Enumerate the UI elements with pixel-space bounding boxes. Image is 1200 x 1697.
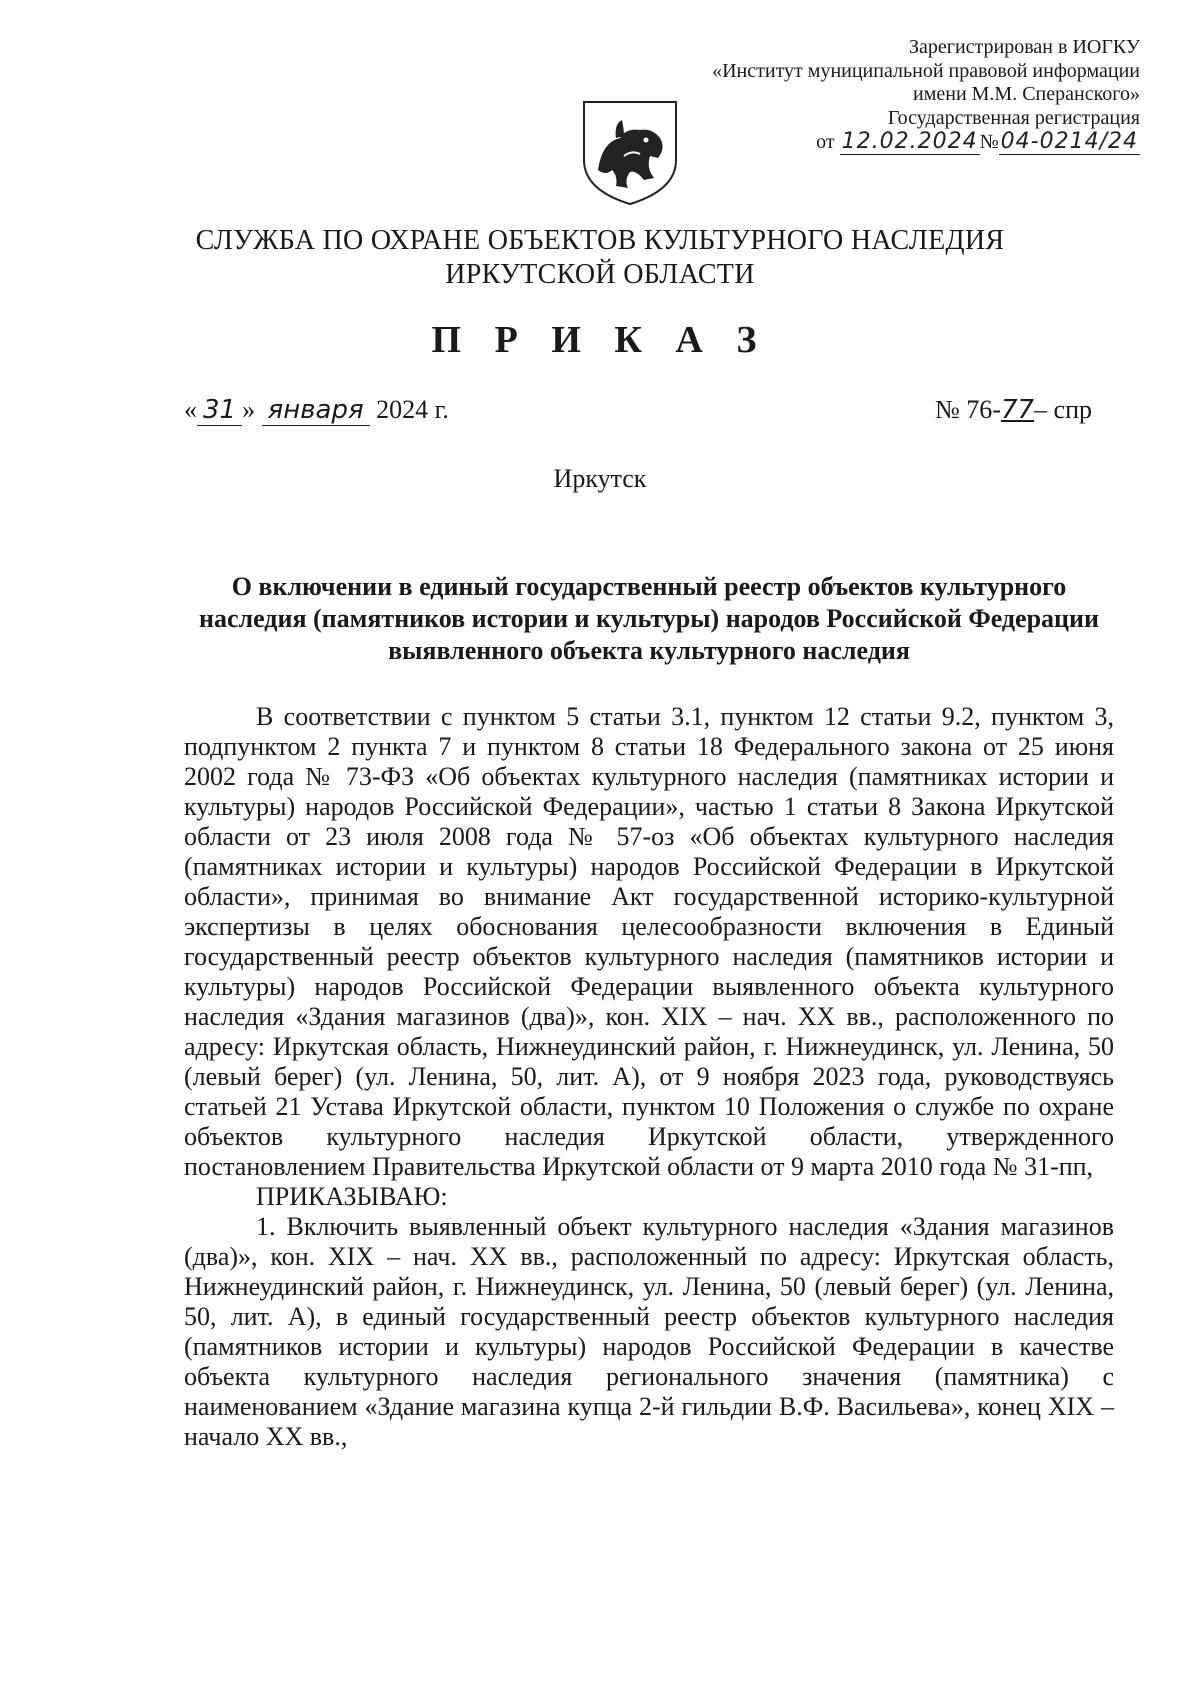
date-year: 2024 г.: [376, 395, 449, 424]
preamble-paragraph: В соответствии с пунктом 5 статьи 3.1, пунктом 12 статьи 9.2, пунктом 3, подпунктом 2 пункта 7 и пунктом 8 статьи 18 Федерального закона от 25 июня 2002 года № 73-ФЗ «Об объектах культурного наследия (памятниках истории и культуры) народов Российской Федерации», частью 1 статьи 8 Закона Иркутской области от 23 июля 2008 года № 57-оз «Об объектах культурного наследия (памятниках истории и культуры) народов Российской Федерации в Иркутской области», принимая во внимание Акт государственной историко-культурной экспертизы в целях обоснования целесообразности включения в Единый государственный реестр объектов культурного наследия (памятников истории и культуры) народов Российской Федерации выявленного объекта культурного наследия «Здания магазинов (два)», кон. XIX – нач. XX вв., расположенного по адресу: Иркутская область, Нижнеудинский район, г. Нижнеудинск, ул. Ленина, 50 (левый берег) (ул. Ленина, 50, лит. А), от 9 ноября 2023 года, руководствуясь статьей 21 Устава Иркутской области, пунктом 10 Положения о службе по охране объектов культурного наследия Иркутской области, утвержденного постановлением Правительства Иркутской области от 9 марта 2010 года № 31-пп,: [184, 702, 1114, 1181]
city: Иркутск: [553, 464, 647, 493]
registration-number: 04-0214/24: [1000, 129, 1138, 154]
irkutsk-coat-of-arms-icon: [580, 98, 680, 208]
org-name-line-1: СЛУЖБА ПО ОХРАНЕ ОБЪЕКТОВ КУЛЬТУРНОГО НАСЛЕДИЯ: [195, 225, 1005, 256]
date-month: января: [262, 395, 370, 426]
org-name-line-2: ИРКУТСКОЙ ОБЛАСТИ: [445, 259, 755, 290]
order-number: [935, 395, 1092, 425]
order-date: [184, 395, 449, 425]
document-body: [184, 702, 1114, 1452]
date-close-quote: »: [242, 395, 256, 424]
order-number-suffix: – спр: [1034, 395, 1092, 424]
registration-ot: от: [816, 131, 835, 153]
registration-line-1: Зарегистрирован в ИОГКУ: [909, 36, 1140, 58]
date-day: 31: [197, 395, 242, 426]
registration-date-number: [712, 130, 1140, 155]
registration-line-2: «Институт муниципальной правовой информации: [712, 59, 1140, 82]
registration-number-prefix: №: [979, 131, 999, 153]
document-title: О включении в единый государственный реестр объектов культурного наследия (памятников истории и культуры) народов Российской Федерации выявленного объекта культурного наследия: [199, 572, 1099, 665]
registration-line-4: Государственная регистрация: [887, 106, 1140, 129]
order-word: ПРИКАЗЫВАЮ:: [256, 1182, 448, 1211]
date-open-quote: «: [184, 395, 197, 424]
order-number-handwritten: 77: [1000, 395, 1035, 425]
item-1-paragraph: 1. Включить выявленный объект культурного наследия «Здания магазинов (два)», кон. XIX – нач. XX вв., расположенный по адресу: Иркутская область, Нижнеудинский район, г. Нижнеудинск, ул. Ленина, 50 (левый берег) (ул. Ленина, 50, лит. А), в единый государственный реестр объектов культурного наследия (памятников истории и культуры) народов Российской Федерации в качестве объекта культурного наследия регионального значения (памятника) с наименованием «Здание магазина купца 2-й гильдии В.Ф. Васильева», конец XIX – начало XX вв.,: [184, 1212, 1114, 1451]
order-number-prefix: № 76-: [934, 395, 1001, 424]
registration-line-3: имени М.М. Сперанского»: [913, 83, 1140, 105]
document-type-heading: П Р И К А З: [431, 319, 769, 361]
registration-stamp: [712, 36, 1140, 155]
registration-date: 12.02.2024: [841, 129, 978, 154]
